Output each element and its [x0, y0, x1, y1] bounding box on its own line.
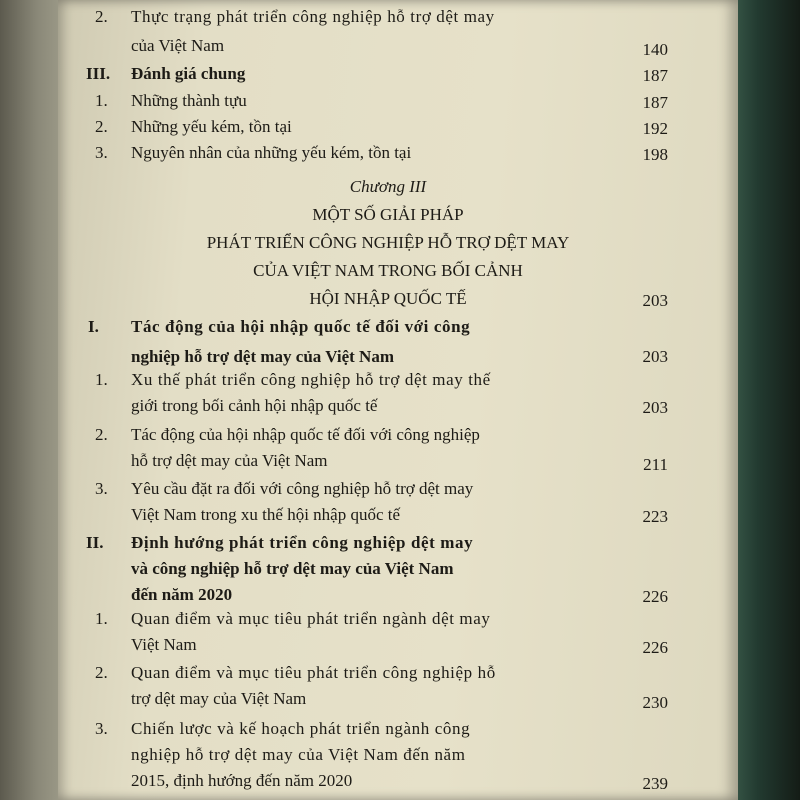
entry-title-line: Chiến lược và kế hoạch phát triển ngành công: [131, 719, 471, 738]
entry-number: 1.: [95, 609, 108, 628]
section-title: Đánh giá chung: [131, 64, 246, 83]
book-page: [58, 0, 738, 800]
entry-title-line: giới trong bối cảnh hội nhập quốc tế: [131, 396, 378, 415]
section-number: I.: [88, 317, 99, 336]
chapter-title-line: PHÁT TRIỂN CÔNG NGHIỆP HỖ TRỢ DỆT MAY: [206, 233, 570, 252]
entry-number: 2.: [95, 117, 108, 136]
right-book-edge: [730, 0, 800, 800]
left-page-edge: [0, 0, 62, 800]
entry-page-number: 187: [642, 93, 668, 112]
entry-title-line: Việt Nam: [131, 635, 197, 654]
chapter-title-line: HỘI NHẬP QUỐC TẾ: [309, 289, 467, 308]
section-title-line: và công nghiệp hỗ trợ dệt may của Việt Nam: [131, 559, 454, 578]
section-title-line: Định hướng phát triển công nghiệp dệt may: [131, 533, 474, 552]
section-title-line: Tác động của hội nhập quốc tế đối với công: [131, 317, 471, 336]
entry-title-line: Tác động của hội nhập quốc tế đối với công nghiệp: [131, 425, 480, 444]
chapter-page-number: 203: [642, 291, 668, 310]
entry-title-line: Nguyên nhân của những yếu kém, tồn tại: [131, 143, 412, 162]
entry-number: 2.: [95, 663, 108, 682]
entry-page-number: 198: [642, 145, 668, 164]
entry-page-number: 239: [642, 774, 668, 793]
entry-page-number: 230: [642, 693, 668, 712]
entry-title-line: Những yếu kém, tồn tại: [131, 117, 292, 136]
entry-page-number: 192: [642, 119, 668, 138]
entry-page-number: 223: [642, 507, 668, 526]
entry-page-number: 187: [642, 66, 668, 85]
chapter-title-line: MỘT SỐ GIẢI PHÁP: [312, 205, 464, 224]
entry-title-line: hỗ trợ dệt may của Việt Nam: [131, 451, 328, 470]
entry-title-line: 2015, định hướng đến năm 2020: [131, 771, 353, 790]
entry-number: 3.: [95, 719, 108, 738]
entry-title-line: Những thành tựu: [131, 91, 247, 110]
entry-title-line: Xu thế phát triển công nghiệp hỗ trợ dệt may thế: [131, 370, 491, 389]
entry-title-line: trợ dệt may của Việt Nam: [131, 689, 307, 708]
section-title-line: đến năm 2020: [131, 585, 233, 604]
entry-page-number: 226: [642, 587, 668, 606]
entry-number: 2.: [95, 7, 108, 26]
entry-title-line: Thực trạng phát triển công nghiệp hỗ trợ dệt may: [131, 7, 495, 26]
entry-page-number: 203: [642, 398, 668, 417]
entry-page-number: 140: [642, 40, 668, 59]
section-title-line: nghiệp hỗ trợ dệt may của Việt Nam: [131, 347, 394, 366]
table-of-contents: [58, 0, 738, 800]
entry-title-line: của Việt Nam: [131, 36, 225, 55]
entry-number: 3.: [95, 479, 108, 498]
chapter-title-line: CỦA VIỆT NAM TRONG BỐI CẢNH: [253, 261, 523, 280]
entry-title-line: Yêu cầu đặt ra đối với công nghiệp hỗ trợ dệt may: [131, 479, 474, 498]
entry-title-line: Quan điểm và mục tiêu phát triển công nghiệp hỗ: [131, 663, 496, 682]
section-number: III.: [86, 64, 111, 83]
entry-title-line: Việt Nam trong xu thế hội nhập quốc tế: [131, 505, 401, 524]
entry-title-line: Quan điểm và mục tiêu phát triển ngành dệt may: [131, 609, 491, 628]
entry-page-number: 211: [643, 455, 668, 474]
entry-title-line: nghiệp hỗ trợ dệt may của Việt Nam đến năm: [131, 745, 466, 764]
entry-number: 3.: [95, 143, 108, 162]
entry-number: 1.: [95, 91, 108, 110]
entry-page-number: 203: [642, 347, 668, 366]
entry-number: 1.: [95, 370, 108, 389]
chapter-label: Chương III: [349, 177, 427, 196]
section-number: II.: [86, 533, 104, 552]
entry-page-number: 226: [642, 638, 668, 657]
entry-number: 2.: [95, 425, 108, 444]
